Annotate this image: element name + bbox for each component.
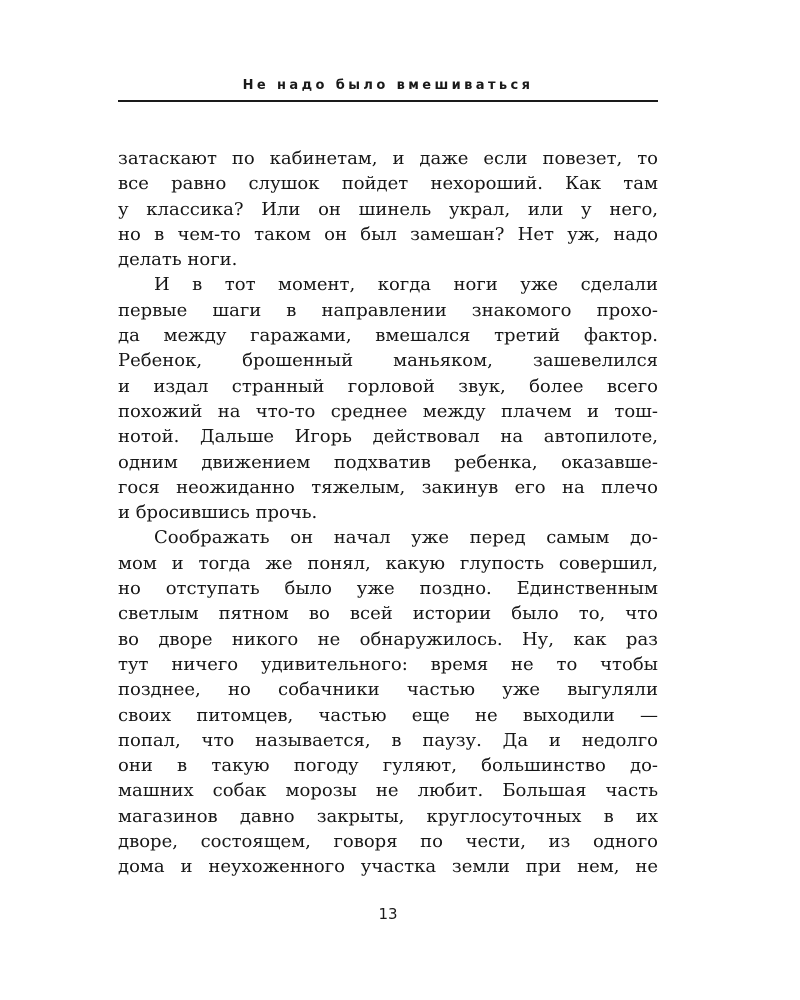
text-line: тут ничего удивительного: время не то чтобы (118, 653, 658, 675)
text-line: нотой. Дальше Игорь действовал на автопилоте, (118, 426, 658, 448)
text-line: они в такую погоду гуляют, большинство до- (118, 755, 658, 777)
text-line: делать ноги. (118, 249, 238, 271)
text-line: похожий на что-то среднее между плачем и тош- (118, 400, 658, 422)
text-line: Соображать он начал уже перед самым до- (154, 527, 658, 549)
text-line: магазинов давно закрыты, круглосуточных в их (118, 805, 658, 827)
text-line: гося неожиданно тяжелым, закинув его на плечо (118, 476, 658, 498)
text-line: светлым пятном во всей истории было то, что (118, 603, 658, 625)
body-text (118, 146, 658, 880)
text-line: да между гаражами, вмешался третий фактор. (118, 325, 658, 347)
text-line: затаскают по кабинетам, и даже если повезет, то (118, 148, 658, 169)
text-line: И в тот момент, когда ноги уже сделали (154, 274, 658, 296)
text-line: своих питомцев, частью еще не выходили — (118, 704, 658, 726)
text-line: мом и тогда же понял, какую глупость совершил, (118, 552, 658, 574)
text-line: попал, что называется, в паузу. Да и недолго (118, 729, 658, 751)
text-line: но в чем-то таком он был замешан? Нет уж, надо (118, 223, 658, 245)
running-title: Не надо было вмешиваться (242, 78, 534, 93)
text-line: дворе, состоящем, говоря по чести, из одного (118, 831, 658, 853)
text-line: дома и неухоженного участка земли при нем, не (118, 856, 658, 878)
text-line: машних собак морозы не любит. Большая часть (118, 780, 658, 802)
text-line: и издал странный горловой звук, более всего (118, 375, 658, 397)
text-line: во дворе никого не обнаружилось. Ну, как раз (118, 628, 658, 650)
text-line: первые шаги в направлении знакомого прохо- (118, 299, 658, 321)
text-line: и бросившись прочь. (118, 502, 318, 524)
header-rule (118, 100, 658, 102)
text-line: но отступать было уже поздно. Единственным (118, 578, 658, 600)
text-line: одним движением подхватив ребенка, оказавше- (118, 451, 658, 473)
page-number: 13 (378, 905, 398, 923)
text-line: у классика? Или он шинель украл, или у него, (118, 198, 658, 220)
text-line: все равно слушок пойдет нехороший. Как там (118, 173, 658, 195)
text-line: Ребенок, брошенный маньяком, зашевелился (118, 350, 658, 372)
text-line: позднее, но собачники частью уже выгуляли (118, 679, 658, 701)
